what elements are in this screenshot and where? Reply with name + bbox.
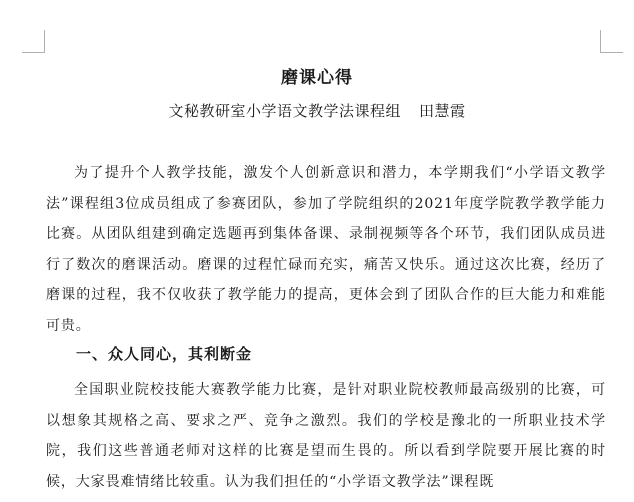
page-corner-mark-top-right <box>600 30 623 53</box>
body-paragraph-1: 为了提升个人教学技能，激发个人创新意识和潜力，本学期我们“小学语文教学法”课程组3位成员组成了参赛团队，参加了学院组织的2021年度学院教学教学能力比赛。从团队组建到确定选题再到集体备课、录制视频等各个环节，我们团队成员进行了数次的磨课活动。磨课的过程忙碌而充实，痛苦又快乐。通过这次比赛，经历了磨课的过程，我不仅收获了教学能力的提高，更体会到了团队合作的巨大能力和难能可贵。 <box>46 165 606 334</box>
document-subtitle <box>0 100 634 121</box>
document-title: 磨课心得 <box>281 68 353 88</box>
subtitle-author: 田慧霞 <box>419 102 466 120</box>
body-paragraph-2: 全国职业院校技能大赛教学能力比赛，是针对职业院校教师最高级别的比赛，可以想象其规格之高、要求之严、竞争之激烈。我们的学校是豫北的一所职业技术学院，我们这些普通老师对这样的比赛是望而生畏的。所以看到学院要开展比赛的时候，大家畏难情绪比较重。认为我们担任的“小学语文教学法”课程既 <box>46 382 606 490</box>
page-corner-mark-top-left <box>22 30 45 53</box>
subtitle-group: 文秘教研室小学语文教学法课程组 <box>168 102 401 120</box>
section-heading: 一、众人同心，其利断金 <box>76 345 253 363</box>
